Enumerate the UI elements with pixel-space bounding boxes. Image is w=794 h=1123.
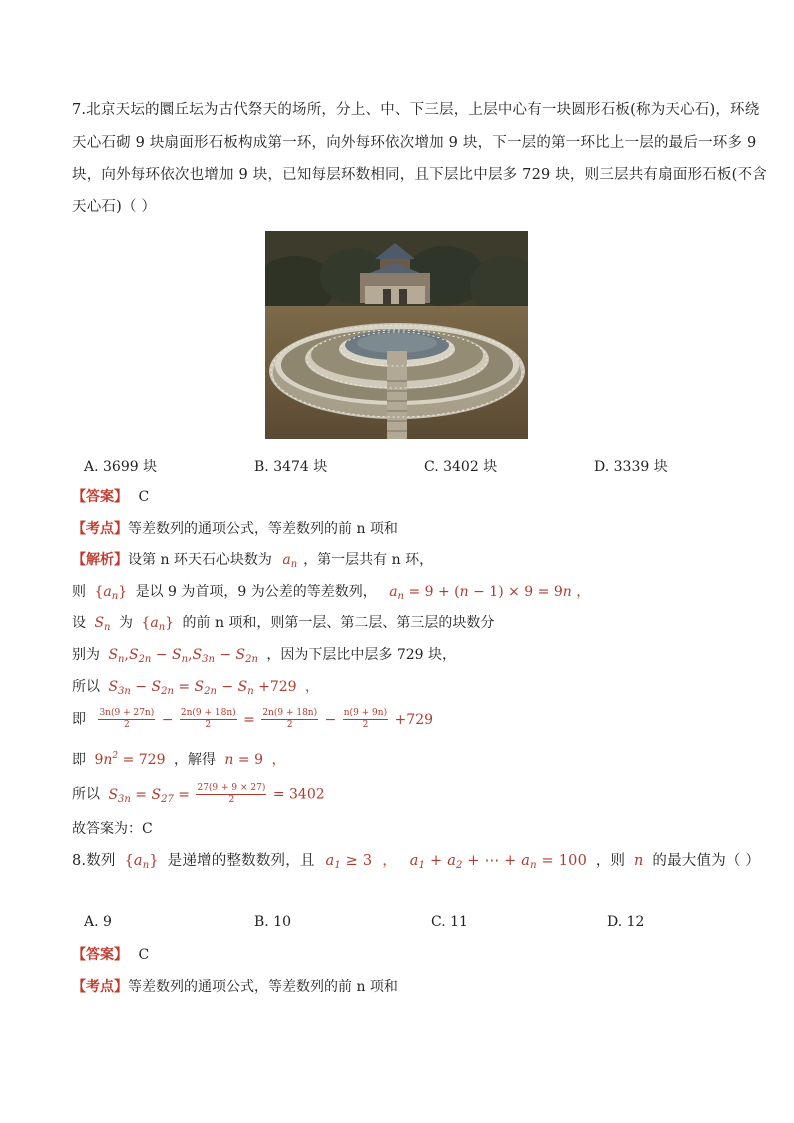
q7-step-6 — [72, 708, 433, 731]
answer-label: 【答案】 — [72, 489, 128, 505]
q7-conclusion: 故答案为：C — [72, 821, 153, 837]
jiexi-text-1: 设第 n 环天石心块数为 — [128, 552, 272, 568]
kaodian-label: 【考点】 — [72, 979, 128, 995]
jiexi-label: 【解析】 — [72, 552, 128, 568]
formula-seq-an-2: $\{a_n\}$ — [141, 615, 175, 633]
kaodian-label: 【考点】 — [72, 521, 128, 537]
step5-text-a: 所以 — [72, 679, 100, 695]
answer-value: C — [138, 489, 150, 505]
step7-text-a: 即 — [72, 752, 86, 768]
q8-text-a: 8.数列 — [72, 853, 116, 869]
step6-text-a: 即 — [72, 711, 86, 728]
formula-an: $a_n$ — [282, 552, 298, 570]
step2-text-a: 则 — [72, 584, 86, 600]
q7-step-8: 所以 $S_{3n} = S_{27}$ = $\frac{27(9 + 9 \times 27)}{2}$ = 3402 — [72, 783, 325, 805]
q8-text-d: 的最大值为（ ） — [652, 853, 761, 869]
answer-label: 【答案】 — [72, 947, 128, 963]
q7-step-5: 所以 $S_{3n} - S_{2n} = S_{2n} - S_n +729$ ， — [72, 679, 319, 697]
q7-option-c: C. 3402 块 — [424, 459, 498, 475]
q8-kaodian-row — [72, 977, 398, 997]
kaodian-text: 等差数列的通项公式，等差数列的前 n 项和 — [128, 521, 398, 537]
q8-option-c: C. 11 — [431, 914, 468, 930]
q7-option-a: A. 3699 块 — [84, 459, 158, 475]
formula-total: $S_{3n} = S_{27}$ = — [108, 786, 195, 805]
q8-text-c: ，则 — [595, 853, 626, 869]
formula-a1-condition: $a_1 \ge 3$ — [325, 853, 373, 871]
q8-option-b: B. 10 — [254, 914, 292, 930]
q8-option-d: D. 12 — [607, 914, 645, 930]
q7-line-1: 7.北京天坛的圜丘坛为古代祭天的场所，分上、中、下三层，上层中心有一块圆形石板(称为天心石)，环绕 — [72, 102, 760, 118]
formula-fraction-eq: $\frac{3n(9 + 27n)}{2}$ − $\frac{2n(9 + 18n)}{2}$ = $\frac{2n(9 + 18n)}{2}$ − $\frac{n(9 + 9n)}{2}$ +729 — [99, 708, 434, 730]
q8-text-b: 是递增的整数数列，且 — [167, 853, 315, 869]
q7-answer-row — [72, 487, 149, 507]
q7-step-3 — [72, 613, 494, 638]
q7-kaodian-row — [72, 519, 398, 539]
formula-n-var: n — [634, 853, 644, 869]
q7-step-7: 即 $9n^2 = 729$ ，解得 n = 9 ， — [72, 751, 286, 768]
jiexi-text-2: ，第一层共有 n 环， — [303, 552, 434, 568]
q7-option-d: D. 3339 块 — [594, 459, 668, 475]
q7-line-2: 天心石砌 9 块扇面形石板构成第一环，向外每环依次增加 9 块，下一层的第一环比上一层的最后一环多 9 — [72, 135, 757, 151]
formula-general-term: $a_n = 9 + (n - 1) \times 9 = 9n$ — [389, 584, 572, 602]
step3-text-b: 为 — [118, 615, 133, 631]
step4-text-b: ，因为下层比中层多 729 块， — [266, 647, 457, 663]
step3-text-c: 的前 n 项和，则第一层、第二层、第三层的块数分 — [182, 615, 495, 631]
formula-seq-an-q8: $\{a_n\}$ — [124, 853, 159, 871]
step3-text-a: 设 — [72, 615, 86, 631]
step7-text-b: ，解得 — [173, 752, 216, 768]
formula-n-value: n = 9 — [224, 752, 263, 768]
formula-difference-eq: $S_{3n} - S_{2n} = S_{2n} - S_n +729$ — [108, 679, 297, 697]
q7-step-2: 则 $\{a_n\}$ 是以 9 为首项，9 为公差的等差数列， $a_n = 9 + (n - 1) \times 9 = 9n$ ， — [72, 584, 591, 602]
q7-line-3: 块，向外每环依次也增加 9 块，已知每层环数相同，且下层比中层多 729 块，则三层共有扇面形石板(不含 — [72, 167, 767, 183]
formula-sn: $S_n$ — [94, 615, 111, 633]
step2-text-b: 是以 9 为首项，9 为公差的等差数列， — [135, 584, 377, 600]
answer-value: C — [138, 947, 150, 963]
q7-option-b: B. 3474 块 — [254, 459, 328, 475]
step8-text-a: 所以 — [72, 786, 100, 803]
q8-option-a: A. 9 — [84, 914, 112, 930]
q7-step-4 — [72, 645, 456, 670]
q8-stem: 8.数列 $\{a_n\}$ 是递增的整数数列，且 $a_1 \ge 3$ ， $a_1 + a_2$ + ⋯ + $a_n = 100$ ，则 n 的最大值为（ ） — [72, 853, 761, 871]
circular-mound-altar-photo — [265, 231, 528, 439]
q8-answer-row — [72, 945, 149, 965]
q7-line-4: 天心石)（ ） — [72, 199, 157, 215]
formula-sum-condition: $a_1 + a_2$ + ⋯ + $a_n = 100$ — [409, 853, 587, 871]
q7-jiexi-row — [72, 550, 433, 575]
formula-quadratic: $9n^2 = 729$ — [94, 751, 166, 768]
step4-text-a: 别为 — [72, 647, 100, 663]
formula-seq-an: $\{a_n\}$ — [94, 584, 128, 602]
formula-layer-sums: $S_n,S_{2n} - S_n,S_{3n} - S_{2n}$ — [108, 647, 258, 665]
kaodian-text: 等差数列的通项公式，等差数列的前 n 项和 — [128, 979, 398, 995]
